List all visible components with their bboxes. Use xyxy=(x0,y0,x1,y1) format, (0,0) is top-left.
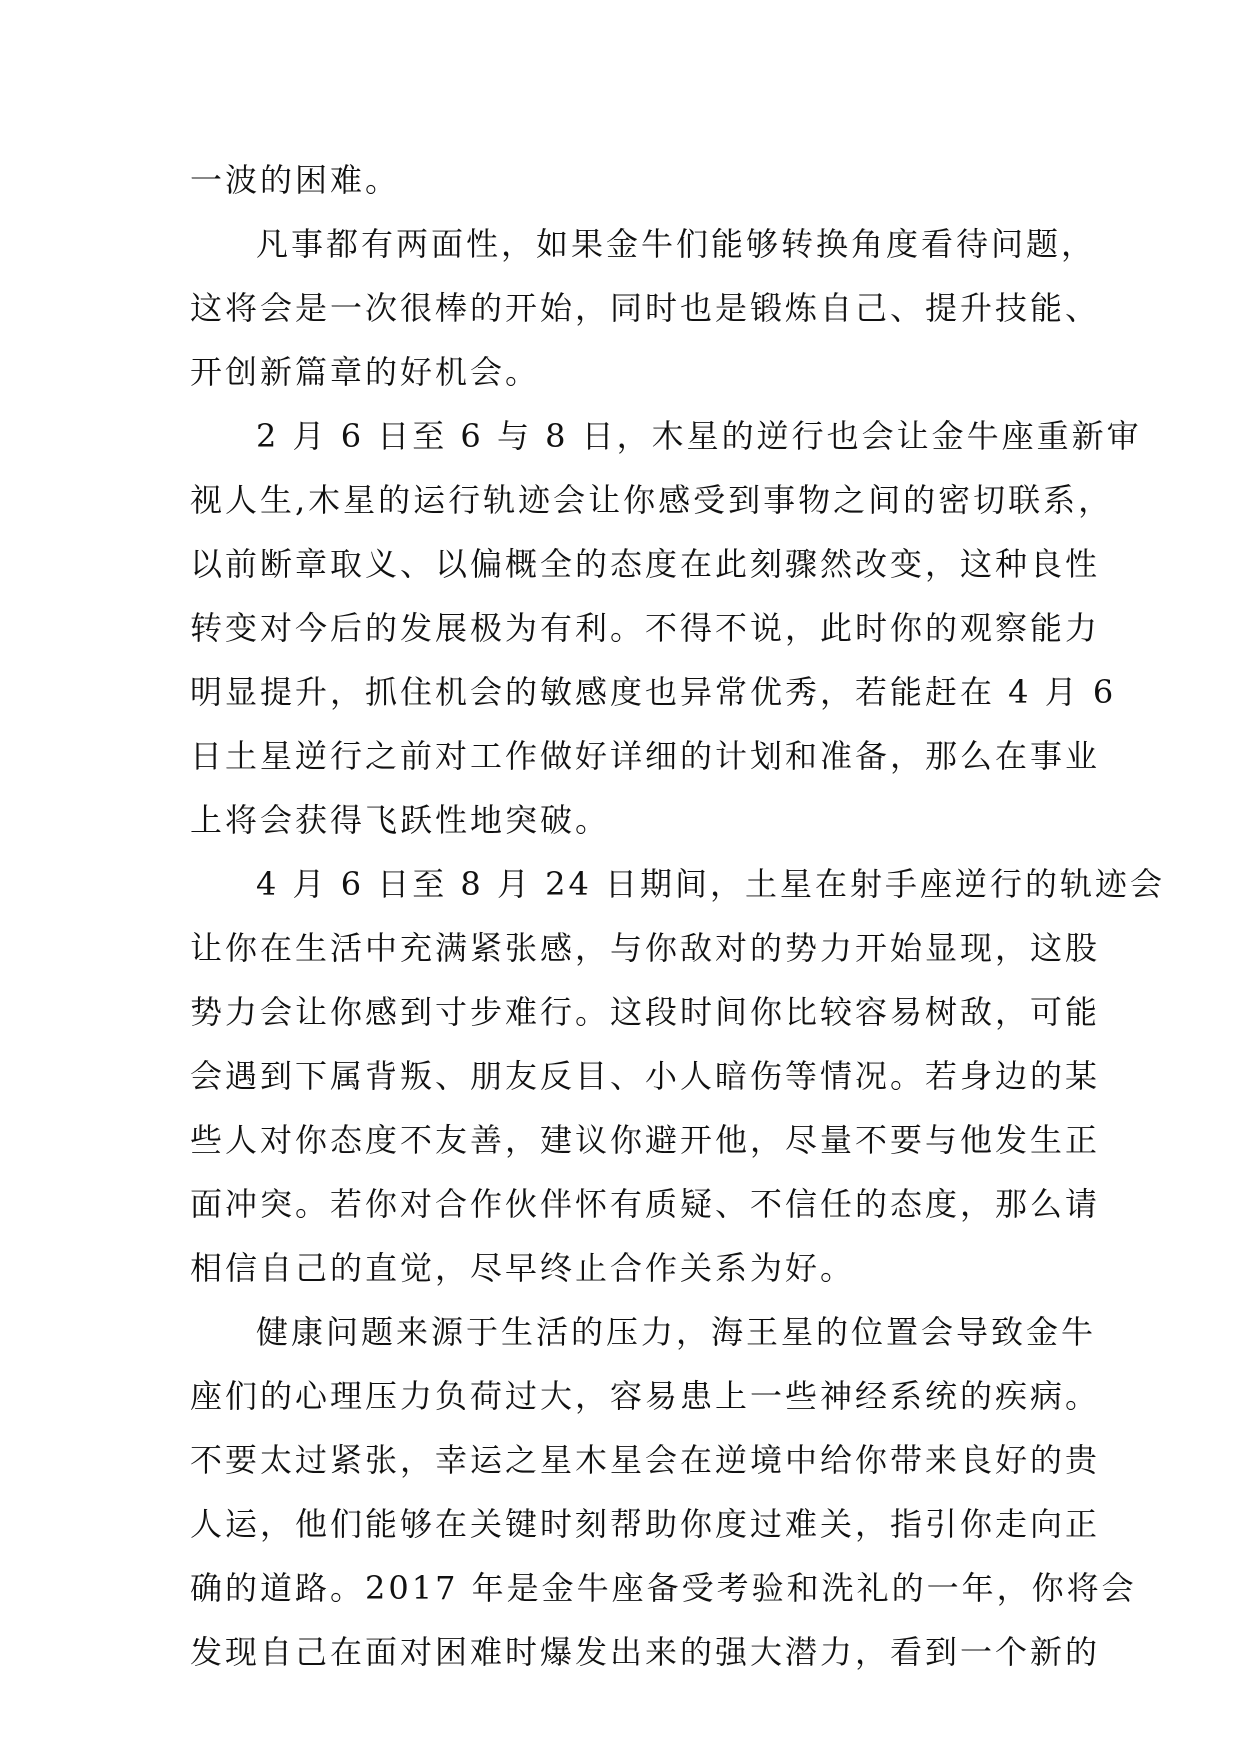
text-line: 面冲突。若你对合作伙伴怀有质疑、不信任的态度，那么请 xyxy=(190,1185,1101,1223)
text-line: 转变对今后的发展极为有利。不得不说，此时你的观察能力 xyxy=(190,609,1101,647)
paragraph-first-line: 健康问题来源于生活的压力，海王星的位置会导致金牛 xyxy=(256,1313,1097,1351)
text-line: 以前断章取义、以偏概全的态度在此刻骤然改变，这种良性 xyxy=(190,545,1101,583)
text-line: 这将会是一次很棒的开始，同时也是锻炼自己、提升技能、 xyxy=(190,289,1101,327)
text-line: 明显提升，抓住机会的敏感度也异常优秀，若能赶在 4 月 6 xyxy=(190,673,1117,711)
text-line: 日土星逆行之前对工作做好详细的计划和准备，那么在事业 xyxy=(190,737,1101,775)
text-line: 确的道路。2017 年是金牛座备受考验和洗礼的一年，你将会 xyxy=(190,1569,1137,1607)
text-line: 相信自己的直觉，尽早终止合作关系为好。 xyxy=(190,1249,856,1287)
paragraph-first-line: 凡事都有两面性，如果金牛们能够转换角度看待问题， xyxy=(256,225,1097,263)
text-line: 让你在生活中充满紧张感，与你敌对的势力开始显现，这股 xyxy=(190,929,1101,967)
text-line: 上将会获得飞跃性地突破。 xyxy=(190,801,611,839)
text-line: 势力会让你感到寸步难行。这段时间你比较容易树敌，可能 xyxy=(190,993,1101,1031)
text-line: 人运，他们能够在关键时刻帮助你度过难关，指引你走向正 xyxy=(190,1505,1101,1543)
document-body xyxy=(190,148,1166,1684)
text-line: 开创新篇章的好机会。 xyxy=(190,353,541,391)
text-line: 座们的心理压力负荷过大，容易患上一些神经系统的疾病。 xyxy=(190,1377,1101,1415)
text-line: 一波的困难。 xyxy=(190,161,401,199)
text-line: 些人对你态度不友善，建议你避开他，尽量不要与他发生正 xyxy=(190,1121,1101,1159)
text-line: 不要太过紧张，幸运之星木星会在逆境中给你带来良好的贵 xyxy=(190,1441,1101,1479)
paragraph-first-line: 4 月 6 日至 8 月 24 日期间，土星在射手座逆行的轨迹会 xyxy=(256,865,1166,903)
text-line: 视人生,木星的运行轨迹会让你感受到事物之间的密切联系， xyxy=(190,481,1114,519)
paragraph-first-line: 2 月 6 日至 6 与 8 日，木星的逆行也会让金牛座重新审 xyxy=(256,417,1142,455)
text-line: 发现自己在面对困难时爆发出来的强大潜力，看到一个新的 xyxy=(190,1633,1101,1671)
text-line: 会遇到下属背叛、朋友反目、小人暗伤等情况。若身边的某 xyxy=(190,1057,1101,1095)
